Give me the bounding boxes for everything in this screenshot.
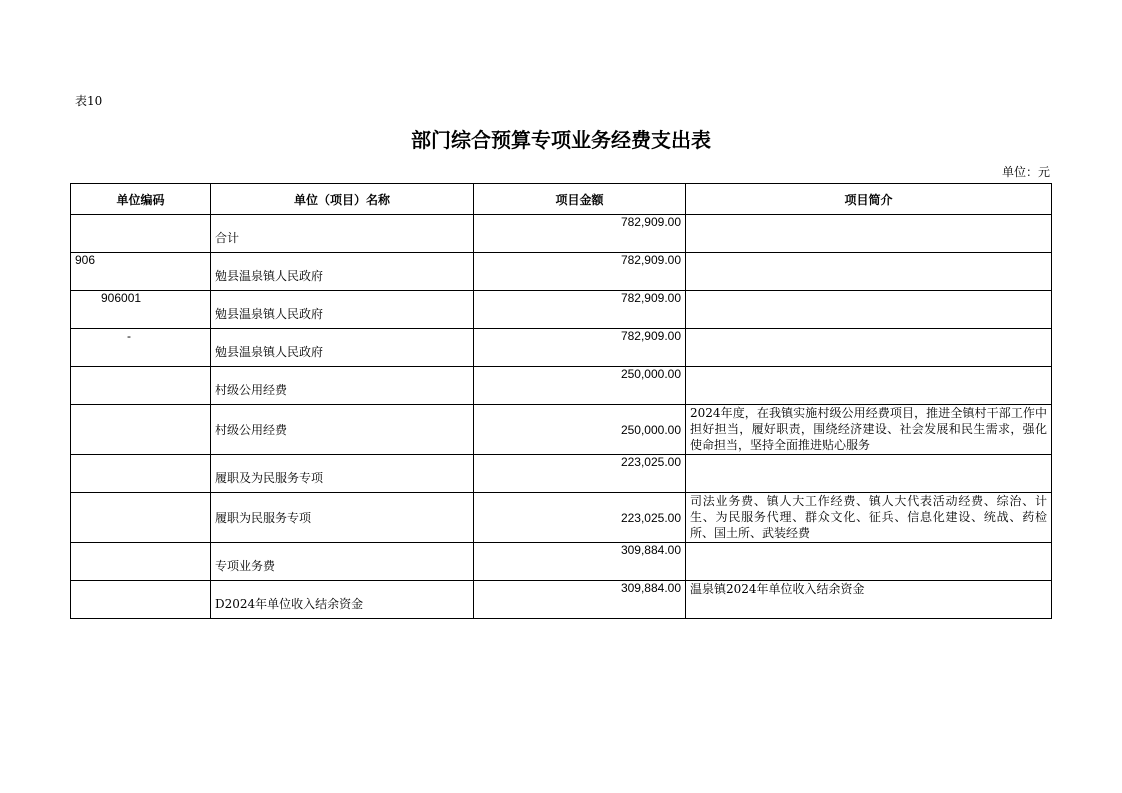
- cell-amount: 782,909.00: [474, 329, 686, 367]
- table-row: [71, 367, 1052, 405]
- cell-code: [71, 581, 211, 619]
- unit-label: 单位：元: [1001, 165, 1050, 179]
- table-row: [71, 329, 1052, 367]
- table-row: [71, 291, 1052, 329]
- cell-desc: 温泉镇2024年单位收入结余资金: [686, 581, 1052, 619]
- budget-table: [70, 183, 1052, 619]
- cell-desc: [686, 253, 1052, 291]
- cell-code: [71, 405, 211, 455]
- cell-amount: 223,025.00: [474, 493, 686, 543]
- cell-amount: 309,884.00: [474, 543, 686, 581]
- cell-code: [71, 493, 211, 543]
- cell-amount: 250,000.00: [474, 405, 686, 455]
- cell-code: [71, 455, 211, 493]
- cell-code: [71, 215, 211, 253]
- cell-code: 906: [71, 253, 211, 291]
- page-title: 部门综合预算专项业务经费支出表: [411, 128, 711, 152]
- table-row: [71, 543, 1052, 581]
- table-row: [71, 493, 1052, 543]
- cell-name: 履职为民服务专项: [211, 493, 474, 543]
- table-header-row: [71, 184, 1052, 215]
- cell-amount: 782,909.00: [474, 291, 686, 329]
- header-desc: 项目简介: [686, 184, 1052, 215]
- table-row: [71, 215, 1052, 253]
- cell-name: 勉县温泉镇人民政府: [211, 291, 474, 329]
- cell-code: [71, 543, 211, 581]
- table-row: [71, 455, 1052, 493]
- table-number: 表10: [75, 94, 103, 108]
- cell-amount: 223,025.00: [474, 455, 686, 493]
- cell-name: 专项业务费: [211, 543, 474, 581]
- cell-name: 村级公用经费: [211, 405, 474, 455]
- table-row: [71, 581, 1052, 619]
- cell-desc: 司法业务费、镇人大工作经费、镇人大代表活动经费、综治、计生、为民服务代理、群众文化、征兵、信息化建设、统战、药检所、国土所、武装经费: [686, 493, 1052, 543]
- cell-code: [71, 367, 211, 405]
- cell-name: 勉县温泉镇人民政府: [211, 253, 474, 291]
- cell-desc: [686, 291, 1052, 329]
- cell-desc: [686, 543, 1052, 581]
- table-row: [71, 405, 1052, 455]
- cell-desc: 2024年度，在我镇实施村级公用经费项目，推进全镇村干部工作中担好担当，履好职责，围绕经济建设、社会发展和民生需求，强化使命担当，坚持全面推进贴心服务: [686, 405, 1052, 455]
- cell-desc: [686, 367, 1052, 405]
- cell-name: 履职及为民服务专项: [211, 455, 474, 493]
- header-name: 单位（项目）名称: [211, 184, 474, 215]
- cell-desc: [686, 215, 1052, 253]
- table-row: [71, 253, 1052, 291]
- cell-desc: [686, 455, 1052, 493]
- cell-code: -: [71, 329, 211, 367]
- cell-amount: 782,909.00: [474, 215, 686, 253]
- header-amount: 项目金额: [474, 184, 686, 215]
- cell-name: 合计: [211, 215, 474, 253]
- cell-desc: [686, 329, 1052, 367]
- cell-name: D2024年单位收入结余资金: [211, 581, 474, 619]
- cell-name: 村级公用经费: [211, 367, 474, 405]
- cell-amount: 309,884.00: [474, 581, 686, 619]
- cell-amount: 250,000.00: [474, 367, 686, 405]
- header-code: 单位编码: [71, 184, 211, 215]
- cell-name: 勉县温泉镇人民政府: [211, 329, 474, 367]
- cell-amount: 782,909.00: [474, 253, 686, 291]
- cell-code: 906001: [71, 291, 211, 329]
